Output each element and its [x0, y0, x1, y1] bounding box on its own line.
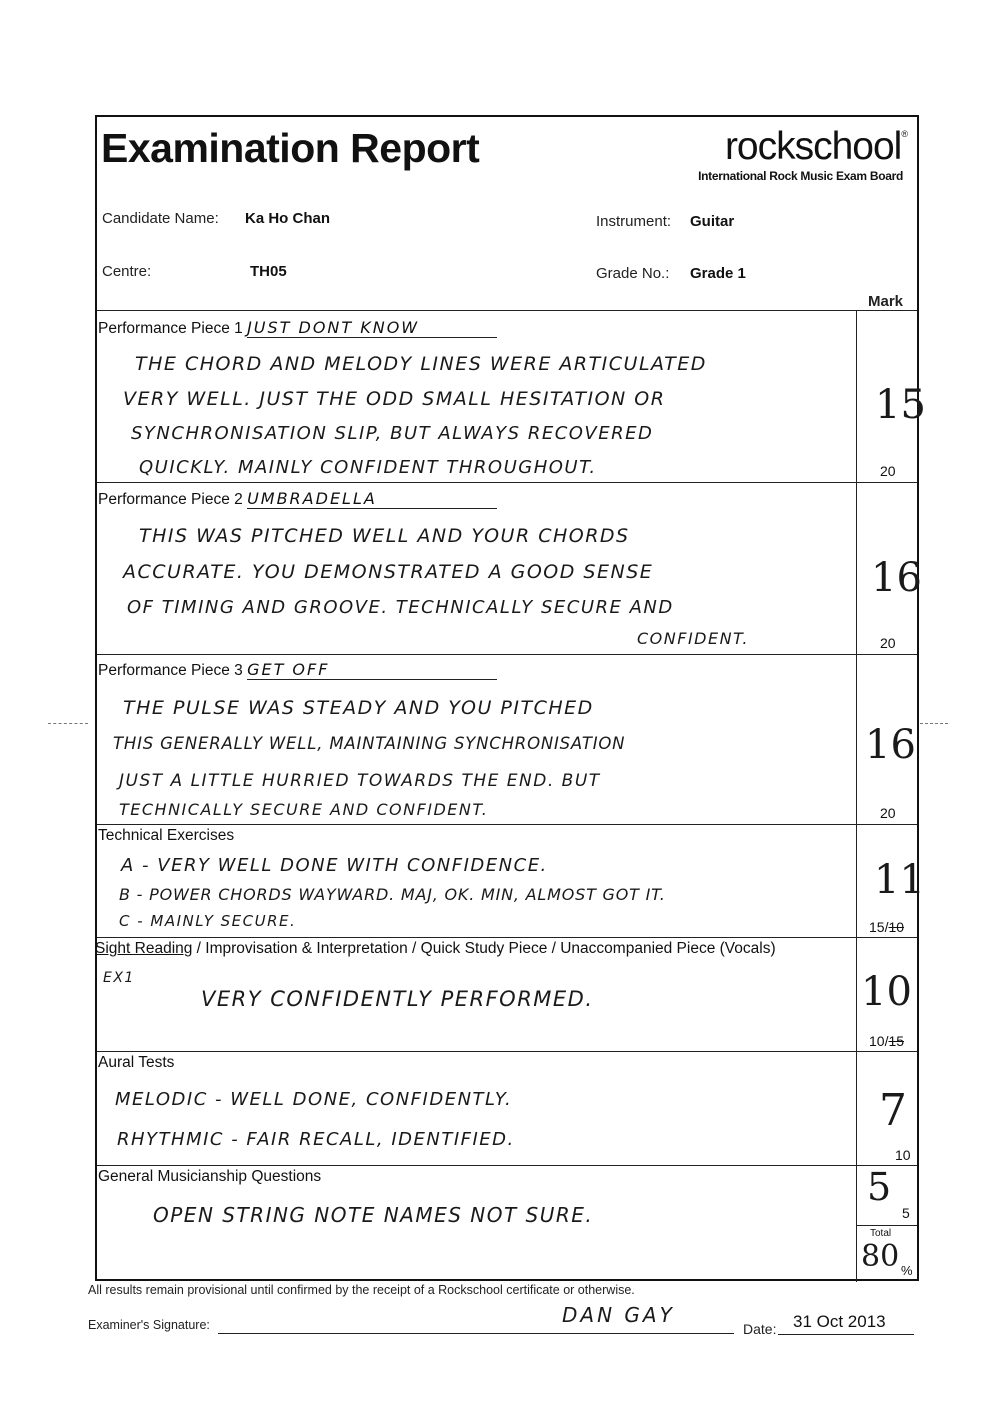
scan-artifact-left — [48, 723, 88, 724]
section-label: Performance Piece 2 — [98, 491, 243, 508]
piece-1-out-of: 20 — [880, 463, 896, 479]
candidate-name-label: Candidate Name: — [102, 210, 219, 227]
aural-comment-line: RHYTHMIC - FAIR RECALL, IDENTIFIED. — [117, 1129, 515, 1150]
piece-1-comment-line: THE CHORD AND MELODY LINES WERE ARTICULATED — [135, 353, 707, 375]
instrument-value: Guitar — [690, 213, 735, 230]
signature-label: Examiner's Signature: — [88, 1318, 210, 1332]
total-divider — [856, 1225, 917, 1226]
grade-label: Grade No.: — [596, 265, 670, 282]
piece-3-out-of: 20 — [880, 805, 896, 821]
sight-reading-out-of — [869, 1033, 904, 1049]
logo-text: rockschool — [724, 125, 902, 168]
section-label: Performance Piece 1 — [98, 320, 243, 337]
section-label: Performance Piece 3 — [98, 662, 243, 679]
technical-comment-line: B - POWER CHORDS WAYWARD. MAJ, OK. MIN, ALMOST GOT IT. — [119, 885, 666, 904]
board-name: International Rock Music Exam Board — [698, 169, 903, 183]
technical-comment-line: A - VERY WELL DONE WITH CONFIDENCE. — [121, 855, 548, 876]
disclaimer: All results remain provisional until confirmed by the receipt of a Rockschool certificate or otherwise. — [88, 1283, 635, 1297]
grade-value: Grade 1 — [690, 265, 746, 282]
piece-2-out-of: 20 — [880, 635, 896, 651]
date-value: 31 Oct 2013 — [793, 1312, 886, 1331]
divider — [97, 482, 917, 483]
piece-1-comment-line: QUICKLY. MAINLY CONFIDENT THROUGHOUT. — [139, 457, 597, 478]
piece-3-comment-line: JUST A LITTLE HURRIED TOWARDS THE END. BUT — [119, 771, 601, 791]
mark-column-header: Mark — [868, 293, 904, 310]
piece-3-comment-line: THE PULSE WAS STEADY AND YOU PITCHED — [123, 697, 594, 719]
instrument-label: Instrument: — [596, 213, 672, 230]
piece-3-name: GET OFF — [247, 660, 497, 680]
piece-2-name: UMBRADELLA — [247, 489, 497, 509]
divider — [97, 654, 917, 655]
date-line — [778, 1334, 914, 1335]
aural-out-of: 10 — [895, 1147, 911, 1163]
sight-reading-label — [95, 940, 776, 958]
rockschool-logo — [725, 125, 907, 169]
gmq-mark: 5 — [867, 1165, 892, 1209]
piece-2-mark: 16 — [871, 555, 922, 601]
divider — [97, 1165, 917, 1166]
piece-1-name: JUST DONT KNOW — [247, 318, 497, 338]
divider — [97, 824, 917, 825]
piece-3-comment-line: THIS GENERALLY WELL, MAINTAINING SYNCHRONISATION — [113, 734, 626, 753]
aural-mark: 7 — [879, 1085, 907, 1136]
centre-label: Centre: — [102, 263, 152, 280]
sight-reading-other-options: / Improvisation & Interpretation / Quick Study Piece / Unaccompanied Piece (Vocals) — [192, 940, 776, 957]
piece-3-comment-line: TECHNICALLY SECURE AND CONFIDENT. — [119, 800, 489, 819]
out-of-value: 15/ — [869, 919, 889, 935]
out-of-struck-value: 10 — [888, 919, 905, 935]
performance-piece-2-label — [98, 489, 497, 509]
total-value: 80 — [861, 1239, 900, 1274]
piece-2-comment-line: ACCURATE. YOU DEMONSTRATED A GOOD SENSE — [123, 561, 654, 583]
piece-1-comment-line: VERY WELL. JUST THE ODD SMALL HESITATION OR — [123, 388, 666, 410]
technical-out-of — [869, 919, 904, 935]
report-title: Examination Report — [101, 125, 480, 171]
date-label: Date: — [743, 1321, 777, 1337]
piece-3-mark: 16 — [865, 722, 916, 768]
performance-piece-1-label — [98, 318, 497, 338]
piece-2-comment-line: CONFIDENT. — [637, 629, 750, 648]
piece-2-comment-line: THIS WAS PITCHED WELL AND YOUR CHORDS — [139, 525, 630, 547]
examination-report-form — [95, 115, 926, 1281]
divider — [97, 310, 917, 311]
sight-reading-mark: 10 — [861, 969, 912, 1015]
technical-comment-line: C - MAINLY SECURE. — [119, 912, 297, 930]
gmq-comment-line: OPEN STRING NOTE NAMES NOT SURE. — [153, 1203, 594, 1227]
piece-1-comment-line: SYNCHRONISATION SLIP, BUT ALWAYS RECOVERED — [131, 423, 654, 444]
examiner-signature: DAN GAY — [562, 1303, 675, 1327]
sight-reading-comment-line: VERY CONFIDENTLY PERFORMED. — [201, 987, 594, 1011]
out-of-value: 10/ — [869, 1033, 889, 1049]
registered-mark: ® — [901, 129, 907, 139]
sight-reading-selected: Sight Reading — [95, 940, 193, 957]
total-label: Total — [870, 1228, 892, 1239]
technical-mark: 11 — [874, 857, 925, 903]
scan-artifact-right — [920, 723, 948, 724]
technical-exercises-label: Technical Exercises — [98, 827, 235, 844]
sight-reading-tag: EX1 — [103, 970, 135, 986]
mark-column-divider — [856, 310, 857, 1282]
total-unit: % — [901, 1263, 913, 1278]
divider — [97, 1051, 917, 1052]
out-of-struck-value: 15 — [888, 1033, 905, 1049]
performance-piece-3-label — [98, 660, 497, 680]
aural-comment-line: MELODIC - WELL DONE, CONFIDENTLY. — [115, 1089, 513, 1110]
gmq-label: General Musicianship Questions — [98, 1168, 322, 1185]
divider — [97, 937, 917, 938]
candidate-name: Ka Ho Chan — [245, 210, 331, 227]
piece-1-mark: 15 — [875, 382, 926, 428]
centre-value: TH05 — [250, 263, 287, 280]
signature-line — [218, 1333, 734, 1334]
piece-2-comment-line: OF TIMING AND GROOVE. TECHNICALLY SECURE AND — [127, 597, 674, 618]
gmq-out-of: 5 — [902, 1205, 910, 1221]
aural-tests-label: Aural Tests — [98, 1054, 175, 1071]
